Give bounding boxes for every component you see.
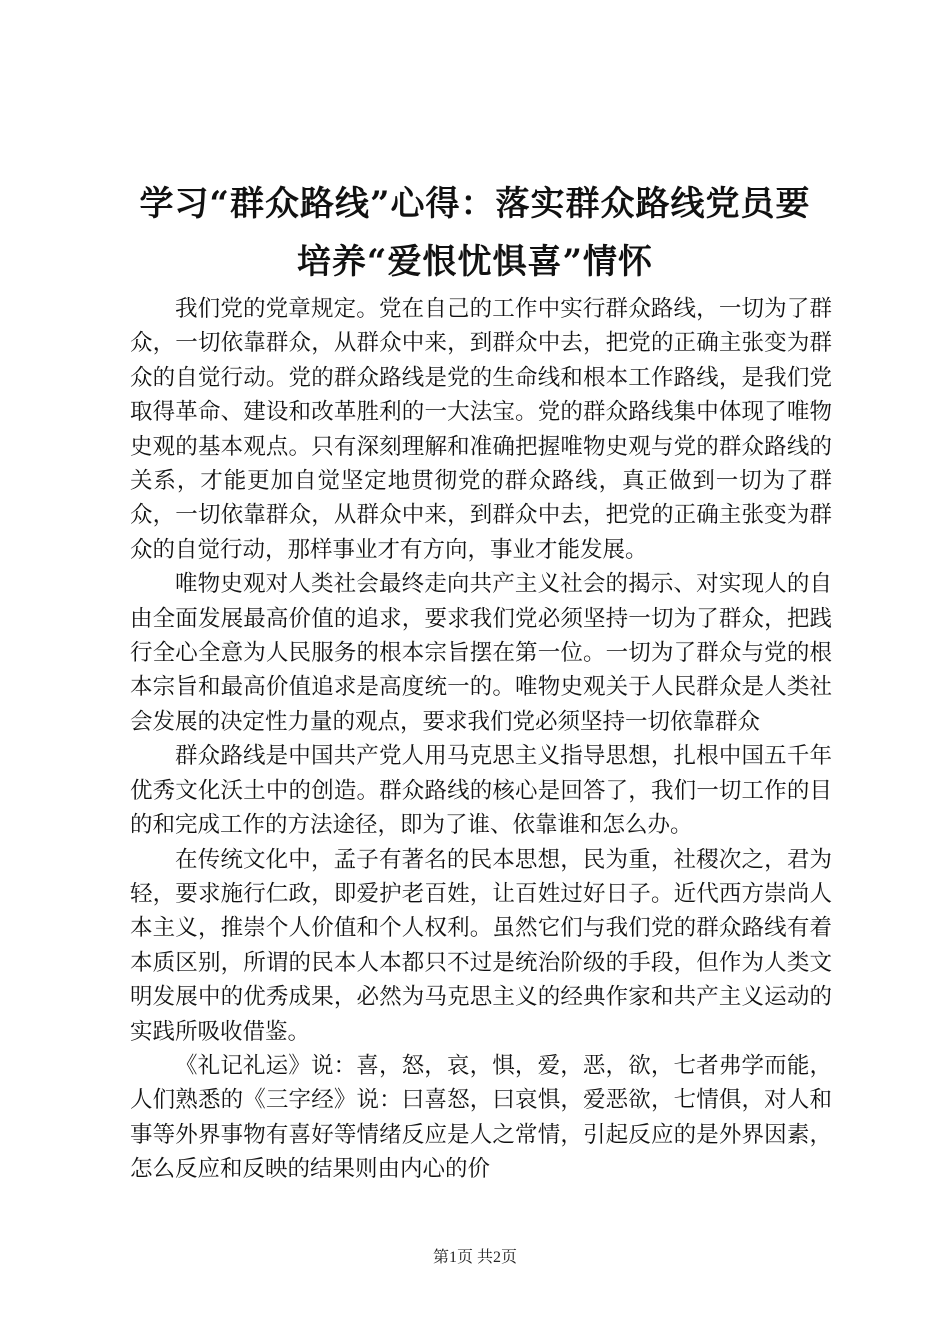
paragraph-1: 我们党的党章规定。党在自己的工作中实行群众路线，一切为了群众，一切依靠群众，从群众中来，到群众中去，把党的正确主张变为群众的自觉行动。党的群众路线是党的生命线和根本工作路线，是我们党取得革命、建设和改革胜利的一大法宝。党的群众路线集中体现了唯物史观的基本观点。只有深刻理解和准确把握唯物史观与党的群众路线的关系，才能更加自觉坚定地贯彻党的群众路线，真正做到一切为了群众，一切依靠群众，从群众中来，到群众中去，把党的正确主张变为群众的自觉行动，那样事业才有方向，事业才能发展。 bbox=[130, 296, 832, 563]
document-title bbox=[120, 175, 830, 291]
document-body bbox=[130, 292, 832, 1187]
paragraph-2: 唯物史观对人类社会最终走向共产主义社会的揭示、对实现人的自由全面发展最高价值的追求，要求我们党必须坚持一切为了群众，把践行全心全意为人民服务的根本宗旨摆在第一位。一切为了群众与党的根本宗旨和最高价值追求是高度统一的。唯物史观关于人民群众是人类社会发展的决定性力量的观点，要求我们党必须坚持一切依靠群众 bbox=[130, 571, 832, 735]
page-indicator: 第1页 共2页 bbox=[432, 1249, 517, 1266]
page-footer bbox=[0, 1244, 950, 1267]
paragraph-5: 《礼记礼运》说：喜，怒，哀，惧，爱，恶，欲，七者弗学而能，人们熟悉的《三字经》说：曰喜怒，曰哀惧，爱恶欲，七情俱，对人和事等外界事物有喜好等情绪反应是人之常情，引起反应的是外界因素，怎么反应和反映的结果则由内心的价 bbox=[130, 1052, 832, 1183]
paragraph-4: 在传统文化中，孟子有著名的民本思想，民为重，社稷次之，君为轻，要求施行仁政，即爱护老百姓，让百姓过好日子。近代西方崇尚人本主义，推崇个人价值和个人权利。虽然它们与我们党的群众路线有着本质区别，所谓的民本人本都只不过是统治阶级的手段，但作为人类文明发展中的优秀成果，必然为马克思主义的经典作家和共产主义运动的实践所吸收借鉴。 bbox=[130, 846, 832, 1045]
title-line-2: 培养“爱恨忧惧喜”情怀 bbox=[296, 242, 654, 282]
paragraph-3: 群众路线是中国共产党人用马克思主义指导思想，扎根中国五千年优秀文化沃土中的创造。群众路线的核心是回答了，我们一切工作的目的和完成工作的方法途径，即为了谁、依靠谁和怎么办。 bbox=[130, 743, 832, 839]
title-line-1: 学习“群众路线”心得：落实群众路线党员要 bbox=[139, 184, 811, 224]
